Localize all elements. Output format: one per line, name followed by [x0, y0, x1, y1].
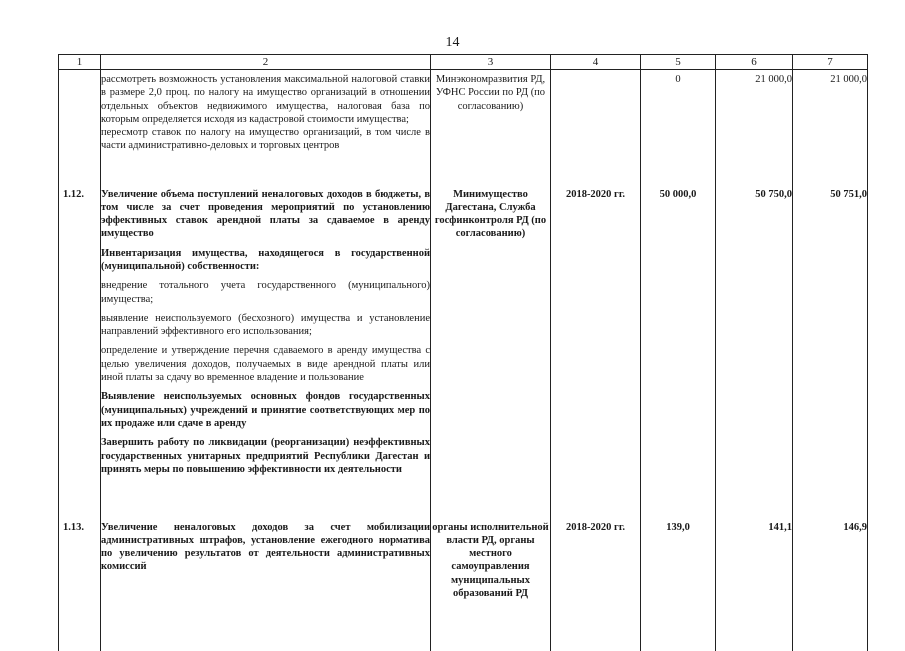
inventory-item: внедрение тотального учета государственного (муниципального) имущества;	[101, 280, 430, 305]
responsible-cell: Минэкономразвития РД, УФНС России по РД (по согласованию)	[431, 70, 551, 188]
header-col-4: 4	[551, 55, 641, 70]
row-number	[59, 70, 101, 188]
responsible-cell: органы исполнительной власти РД, органы местного самоуправления муниципальных образований РД	[431, 521, 551, 651]
value-col-5: 0	[641, 70, 716, 188]
value-col-7: 146,9	[793, 521, 868, 651]
header-col-5: 5	[641, 55, 716, 70]
responsible-cell: Минимущество Дагестана, Служба госфинконтроля РД (по согласованию)	[431, 188, 551, 521]
measures-table	[58, 54, 868, 651]
row-number: 1.13.	[59, 521, 101, 651]
description-text-1: рассмотреть возможность установления максимальной налоговой ставки в размере 2,0 проц. по налогу на имущество организаций в отношении отдельных объектов недвижимого имущества, налоговая база по которым определяется исходя из кадастровой стоимости имущества;	[101, 74, 430, 125]
header-col-2: 2	[101, 55, 431, 70]
value-col-7: 50 751,0	[793, 188, 868, 521]
term-cell: 2018-2020 гг.	[551, 188, 641, 521]
value-col-6: 141,1	[716, 521, 793, 651]
table-row-continuation	[59, 70, 868, 188]
header-col-1: 1	[59, 55, 101, 70]
inventory-title: Инвентаризация имущества, находящегося в государственной (муниципальной) собственности:	[101, 247, 430, 272]
inventory-item: определение и утверждение перечня сдаваемого в аренду имущества с целью увеличения доходов, получаемых в виде арендной платы или иной платы за сдачу во временное владение и пользование	[101, 345, 430, 384]
value-col-7: 21 000,0	[793, 70, 868, 188]
row-description	[101, 521, 431, 651]
measure-title: Увеличение объема поступлений неналоговых доходов в бюджеты, в том числе за счет проведения мероприятий по установлению эффективных ставок арендной платы за сдаваемое в аренду имущество	[101, 188, 430, 240]
table-row-1-13	[59, 521, 868, 651]
measure-subtitle: Завершить работу по ликвидации (реорганизации) неэффективных государственных унитарных предприятий Республики Дагестан и принять меры по повышению эффективности их деятельности	[101, 437, 430, 475]
header-col-6: 6	[716, 55, 793, 70]
value-col-6: 50 750,0	[716, 188, 793, 521]
term-cell: 2018-2020 гг.	[551, 521, 641, 651]
header-col-3: 3	[431, 55, 551, 70]
term-cell	[551, 70, 641, 188]
value-col-5: 50 000,0	[641, 188, 716, 521]
header-row	[59, 55, 868, 70]
value-col-6: 21 000,0	[716, 70, 793, 188]
row-description	[101, 70, 431, 188]
header-col-7: 7	[793, 55, 868, 70]
inventory-item: выявление неиспользуемого (бесхозного) имущества и установление направлений эффективного его использования;	[101, 312, 430, 338]
description-text-2: пересмотр ставок по налогу на имущество организаций, в том числе в части административно-деловых и торговых центров	[101, 127, 430, 152]
page-number: 14	[445, 35, 460, 50]
measure-subtitle: Выявление неиспользуемых основных фондов государственных (муниципальных) учреждений и принятие соответствующих мер по их продаже или сдаче в аренду	[101, 391, 430, 429]
value-col-5: 139,0	[641, 521, 716, 651]
measure-title: Увеличение неналоговых доходов за счет мобилизации административных штрафов, установление ежегодного норматива по увеличению результатов от деятельности административных комиссий	[101, 521, 430, 573]
row-description	[101, 188, 431, 521]
row-number: 1.12.	[59, 188, 101, 521]
table-row-1-12	[59, 188, 868, 521]
